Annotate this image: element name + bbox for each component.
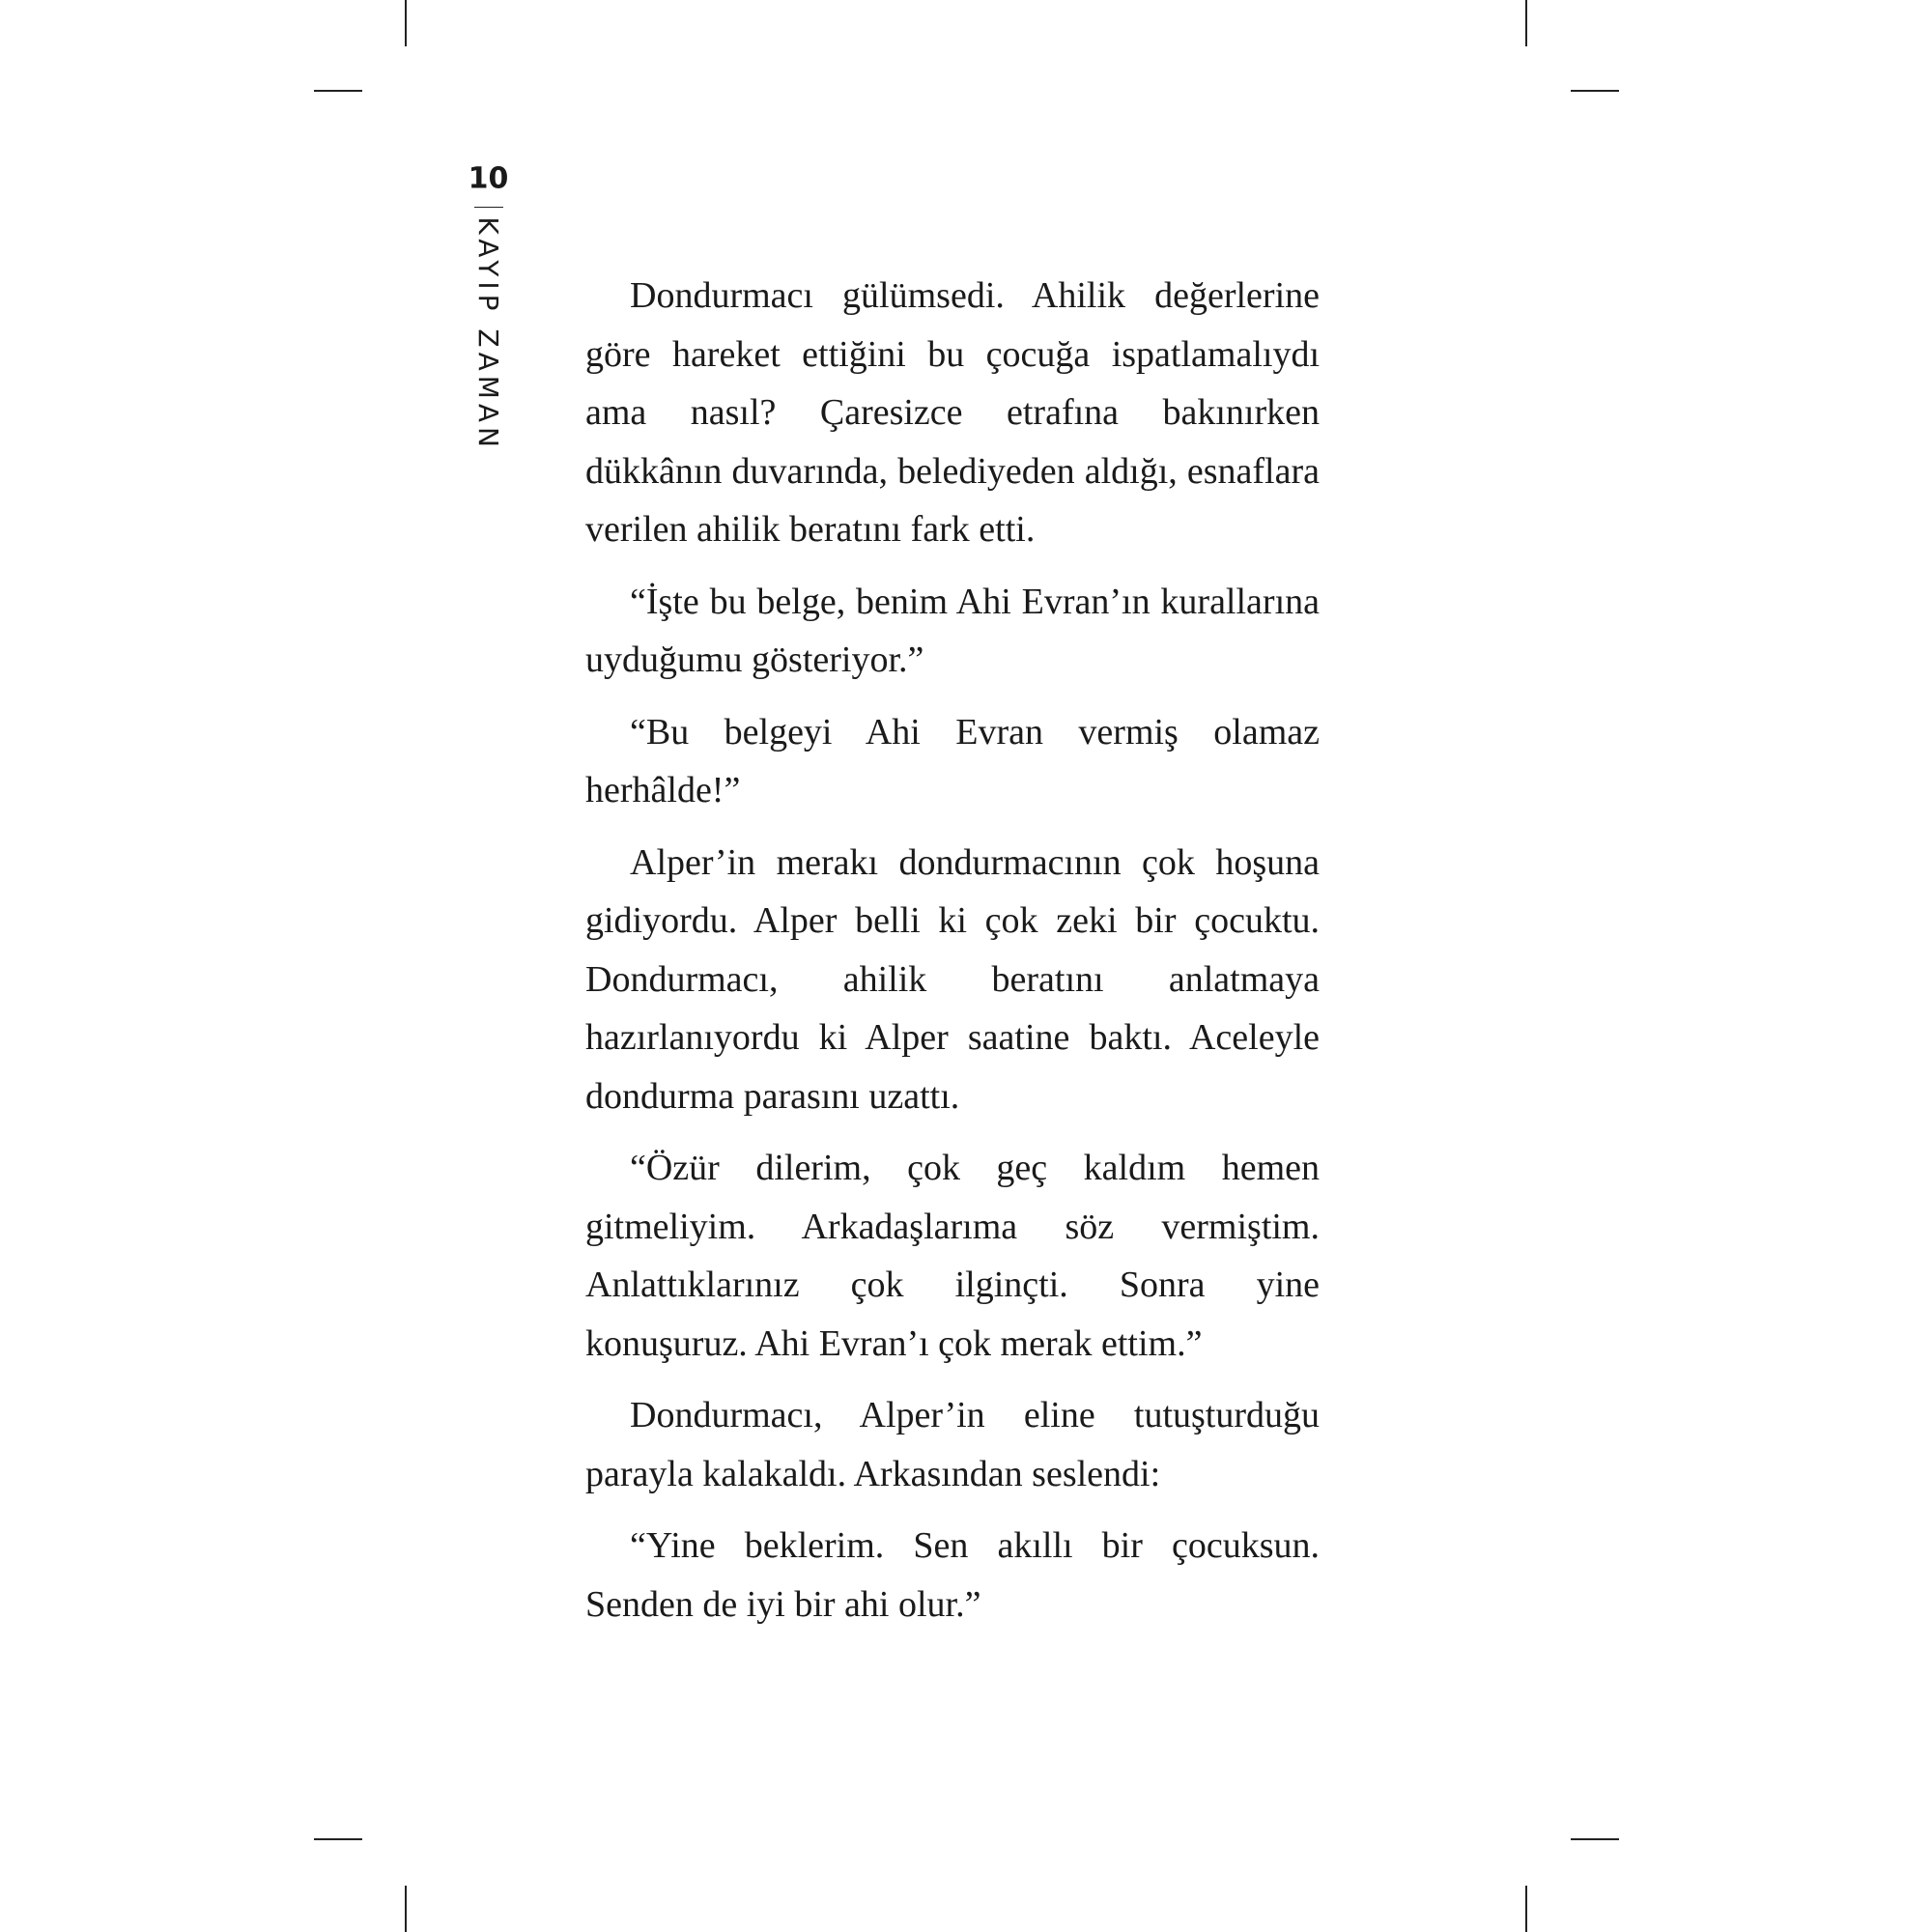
crop-mark-top-left-vertical xyxy=(405,0,407,46)
crop-mark-bottom-right-horizontal xyxy=(1571,1838,1619,1840)
paragraph: “Özür dilerim, çok geç kaldım hemen gitmeliyim. Arkadaşlarıma söz vermiştim. Anlattıklarınız çok ilginçti. Sonra yine konuşuruz. Ahi Evran’ı çok merak ettim.” xyxy=(585,1148,1320,1364)
book-title: KAYIP ZAMAN xyxy=(472,216,505,452)
body-text xyxy=(585,267,1320,1647)
paragraph: “Bu belgeyi Ahi Evran vermiş olamaz herhâlde!” xyxy=(585,711,1320,810)
running-head xyxy=(469,162,508,452)
crop-mark-bottom-left-vertical xyxy=(405,1886,407,1932)
paragraph: “İşte bu belge, benim Ahi Evran’ın kurallarına uyduğumu gösteriyor.” xyxy=(585,581,1320,680)
crop-mark-top-right-horizontal xyxy=(1571,90,1619,92)
running-head-divider xyxy=(474,207,503,208)
crop-mark-bottom-right-vertical xyxy=(1525,1886,1527,1932)
crop-mark-bottom-left-horizontal xyxy=(314,1838,362,1840)
paragraph: “Yine beklerim. Sen akıllı bir çocuksun. Senden de iyi bir ahi olur.” xyxy=(585,1525,1320,1625)
crop-mark-top-right-vertical xyxy=(1525,0,1527,46)
paragraph: Alper’in merakı dondurmacının çok hoşuna gidiyordu. Alper belli ki çok zeki bir çocuktu. Dondurmacı, ahilik beratını anlatmaya hazırlanıyordu ki Alper saatine baktı. Aceleyle dondurma parasını uzattı. xyxy=(585,841,1320,1117)
crop-mark-top-left-horizontal xyxy=(314,90,362,92)
page-number: 10 xyxy=(469,161,509,196)
paragraph: Dondurmacı gülümsedi. Ahilik değerlerine göre hareket ettiğini bu çocuğa ispatlamalıydı ama nasıl? Çaresizce etrafına bakınırken dükkânın duvarında, belediyeden aldığı, esnaflara verilen ahilik beratını fark etti. xyxy=(585,275,1320,550)
paragraph: Dondurmacı, Alper’in eline tutuşturduğu parayla kalakaldı. Arkasından seslendi: xyxy=(585,1395,1320,1494)
